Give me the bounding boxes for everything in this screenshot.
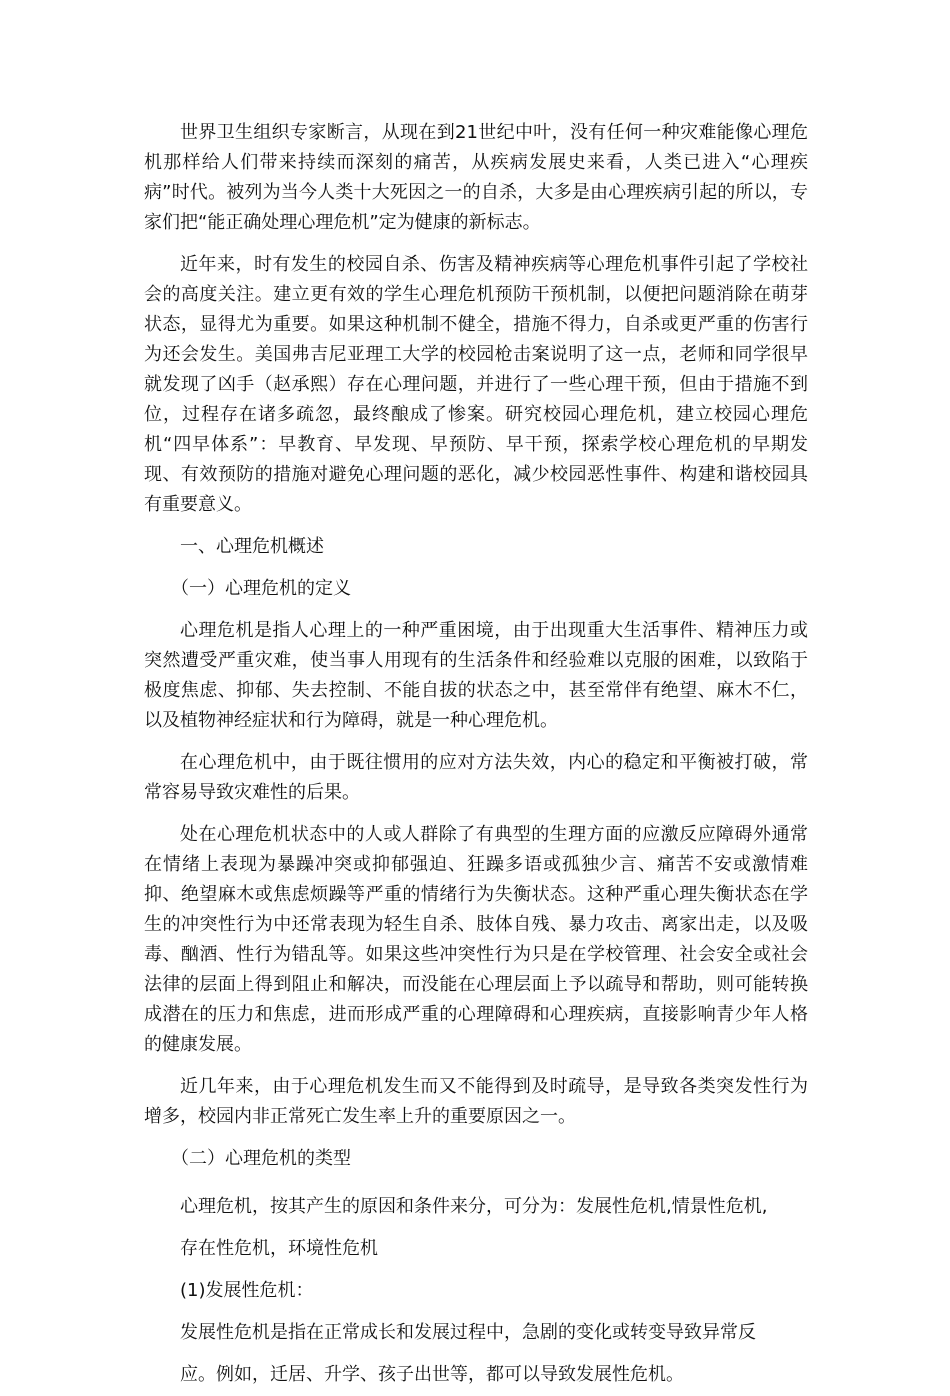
subsection-heading-definition: （一）心理危机的定义 <box>171 578 351 599</box>
definition-paragraph-2: 在心理危机中，由于既往惯用的应对方法失效，内心的稳定和平衡被打破，常常容易导致灾难性的后果。 <box>144 752 808 803</box>
section-heading-overview: 一、心理危机概述 <box>180 536 324 557</box>
types-line-1: 心理危机，按其产生的原因和条件来分，可分为：发展性危机,情景性危机, <box>180 1196 768 1217</box>
definition-paragraph-4: 近几年来，由于心理危机发生而又不能得到及时疏导，是导致各类突发性行为增多，校园内非正常死亡发生率上升的重要原因之一。 <box>144 1076 808 1127</box>
definition-paragraph-3: 处在心理危机状态中的人或人群除了有典型的生理方面的应激反应障碍外通常在情绪上表现为暴躁冲突或抑郁强迫、狂躁多语或孤独少言、痛苦不安或激情难抑、绝望麻木或焦虑烦躁等严重的情绪行为失衡状态。这种严重心理失衡状态在学生的冲突性行为中还常表现为轻生自杀、肢体自残、暴力攻击、离家出走，以及吸毒、酗酒、性行为错乱等。如果这些冲突性行为只是在学校管理、社会安全或社会法律的层面上得到阻止和解决，而没能在心理层面上予以疏导和帮助，则可能转换成潜在的压力和焦虑，进而形成严重的心理障碍和心理疾病，直接影响青少年人格的健康发展。 <box>144 824 808 1055</box>
document-body <box>144 118 808 1396</box>
subsection-heading-types: （二）心理危机的类型 <box>171 1148 351 1169</box>
intro-paragraph-1: 世界卫生组织专家断言，从现在到21世纪中叶，没有任何一种灾难能像心理危机那样给人们带来持续而深刻的痛苦，从疾病发展史来看，人类已进入“心理疾病”时代。被列为当今人类十大死因之一的自杀，大多是由心理疾病引起的所以，专家们把“能正确处理心理危机”定为健康的新标志。 <box>144 122 808 233</box>
intro-paragraph-2: 近年来，时有发生的校园自杀、伤害及精神疾病等心理危机事件引起了学校社会的高度关注。建立更有效的学生心理危机预防干预机制，以便把问题消除在萌芽状态，显得尤为重要。如果这种机制不健全，措施不得力，自杀或更严重的伤害行为还会发生。美国弗吉尼亚理工大学的校园枪击案说明了这一点，老师和同学很早就发现了凶手（赵承熙）存在心理问题，并进行了一些心理干预，但由于措施不到位，过程存在诸多疏忽，最终酿成了惨案。研究校园心理危机，建立校园心理危机“四早体系”：早教育、早发现、早预防、早干预，探索学校心理危机的早期发现、有效预防的措施对避免心理问题的恶化，减少校园恶性事件、构建和谐校园具有重要意义。 <box>144 254 808 515</box>
type-1-line-2: 应。例如，迁居、升学、孩子出世等，都可以导致发展性危机。 <box>180 1364 684 1385</box>
definition-paragraph-1: 心理危机是指人心理上的一种严重困境，由于出现重大生活事件、精神压力或突然遭受严重灾难，使当事人用现有的生活条件和经验难以克服的困难，以致陷于极度焦虑、抑郁、失去控制、不能自拔的状态之中，甚至常伴有绝望、麻木不仁，以及植物神经症状和行为障碍，就是一种心理危机。 <box>144 620 808 731</box>
types-line-2: 存在性危机，环境性危机 <box>180 1238 378 1259</box>
type-1-title: (1)发展性危机： <box>180 1280 314 1301</box>
type-1-line-1: 发展性危机是指在正常成长和发展过程中，急剧的变化或转变导致异常反 <box>180 1322 756 1343</box>
